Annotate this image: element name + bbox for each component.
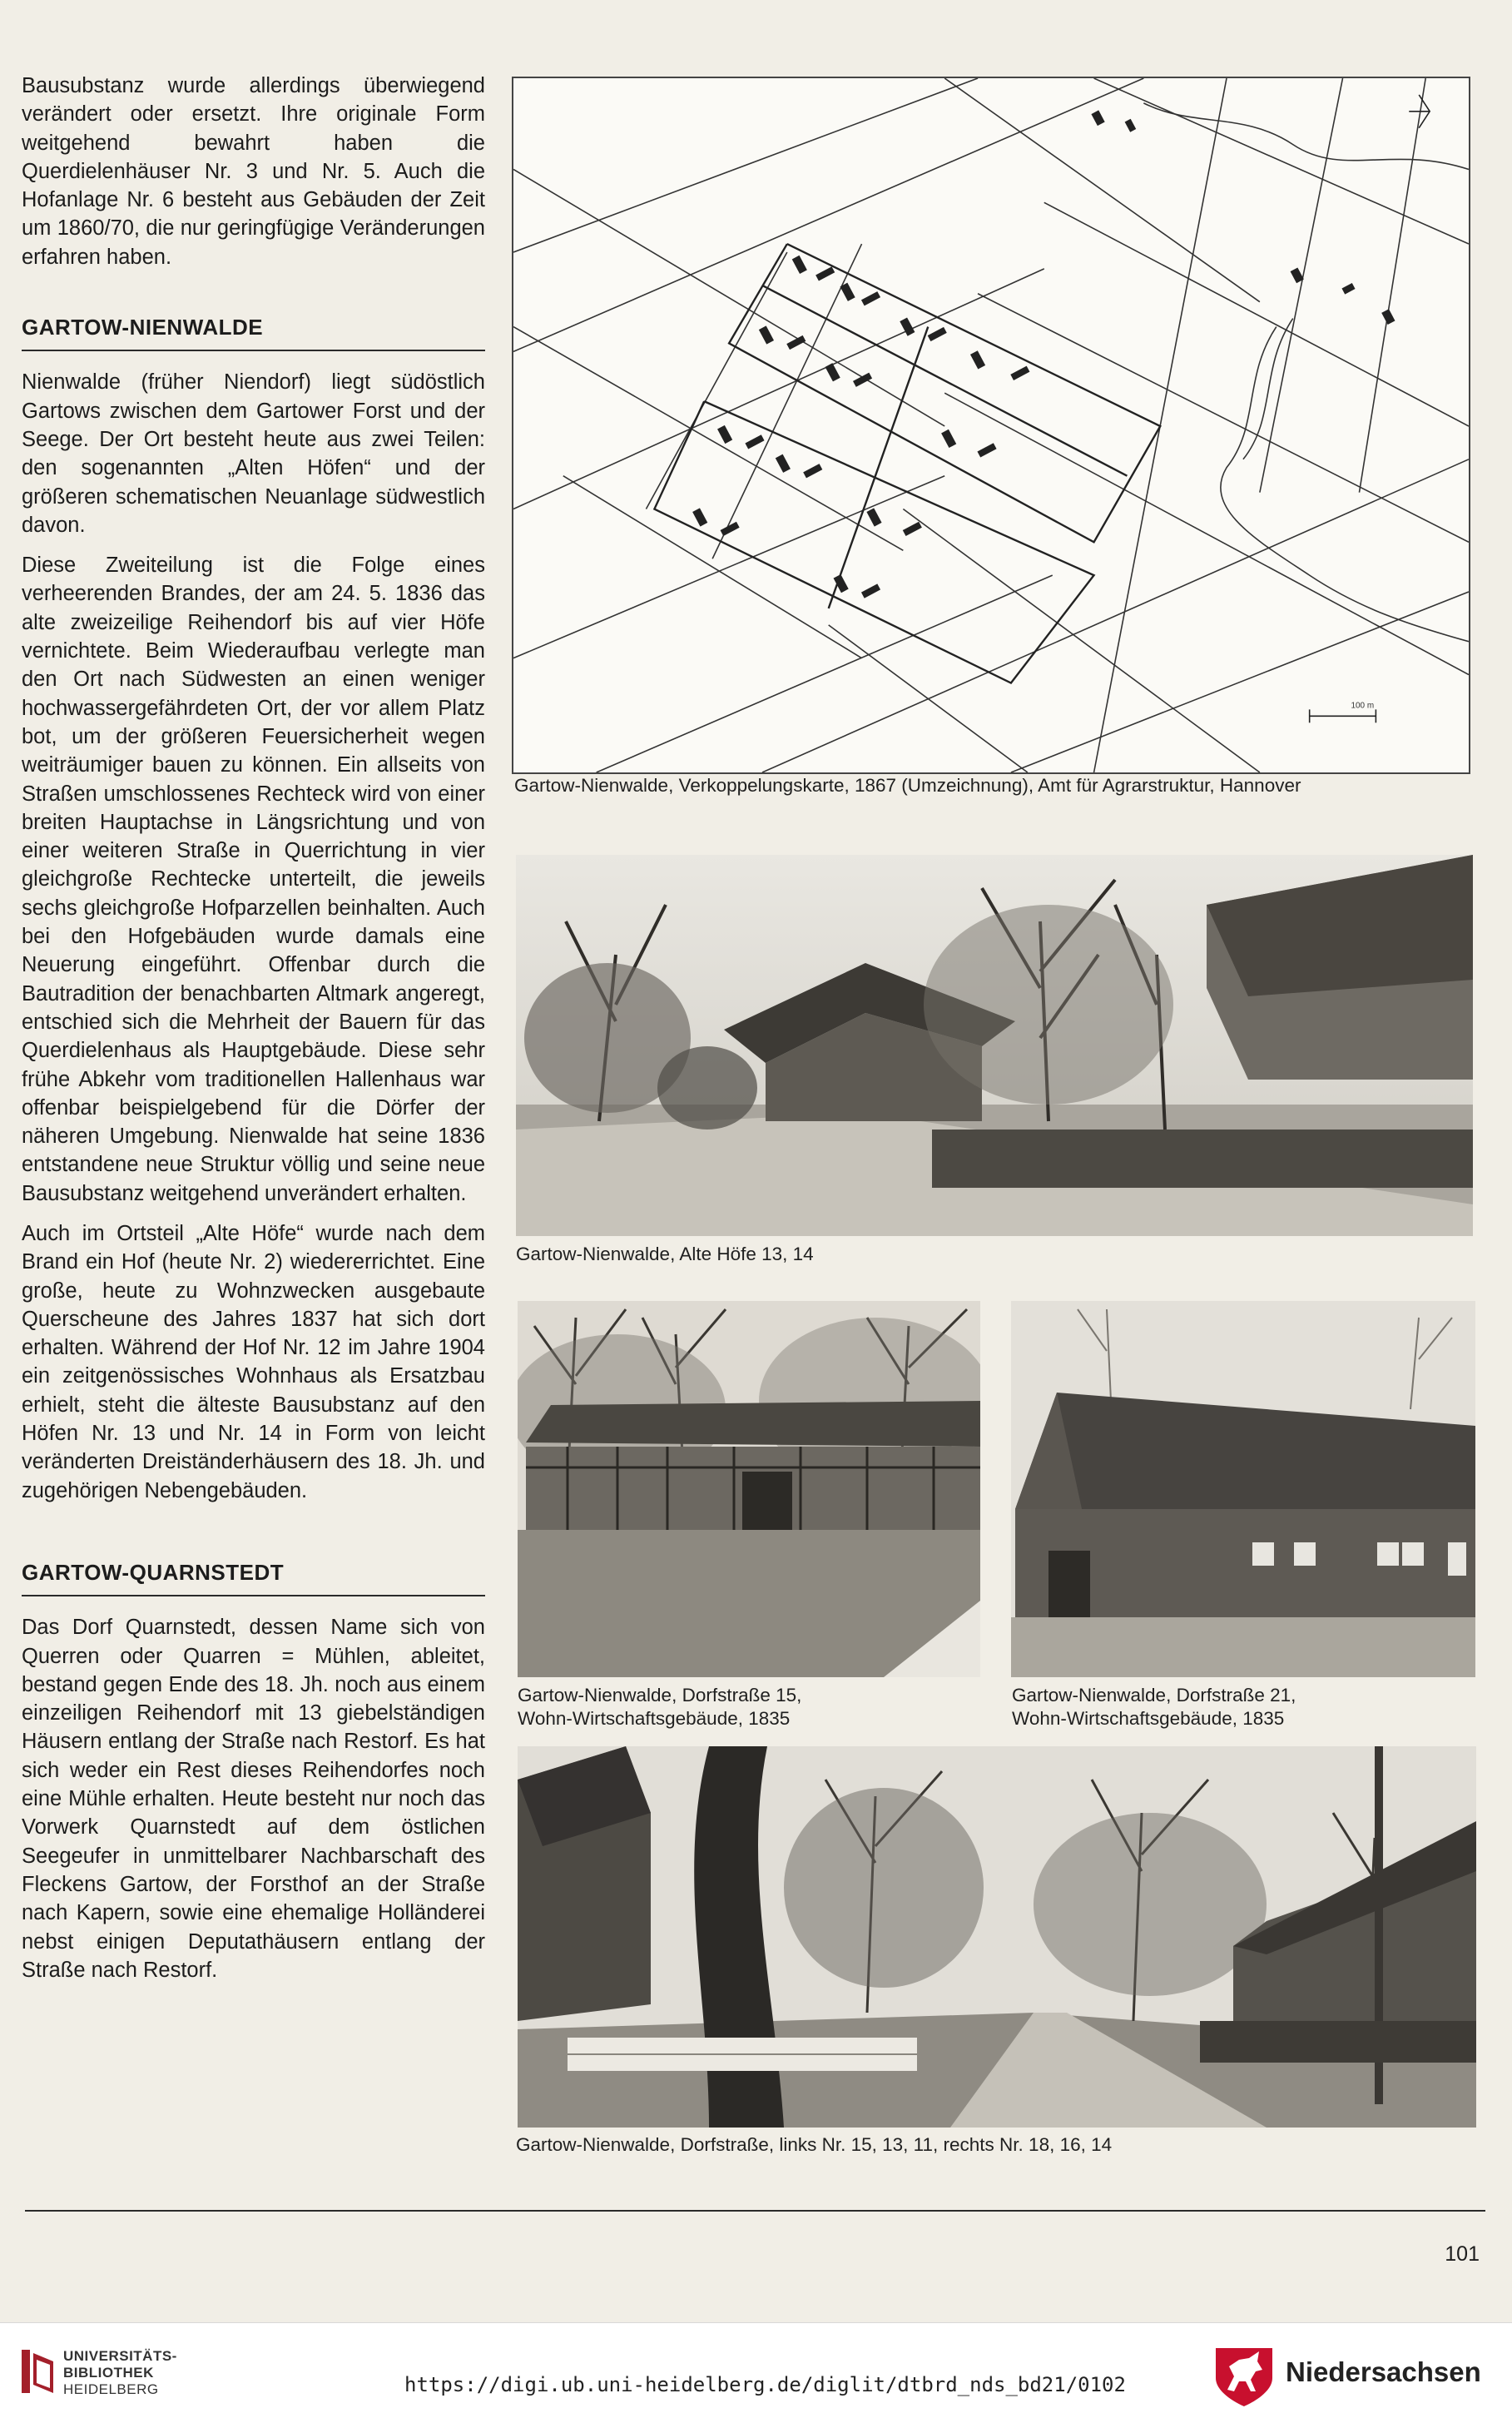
lower-saxony-horse-icon	[1211, 2341, 1277, 2412]
photo2-caption-line2: Wohn-Wirtschaftsgebäude, 1835	[518, 1708, 791, 1729]
page-number: 101	[1445, 2242, 1480, 2266]
university-library-name: UNIVERSITÄTS- BIBLIOTHEK HEIDELBERG	[63, 2348, 177, 2397]
photo-dorfstrasse-street	[518, 1746, 1476, 2128]
map-scale-label: 100 m	[1351, 701, 1375, 711]
page-url-link[interactable]: https://digi.ub.uni-heidelberg.de/diglit/dtbrd_nds_bd21/0102	[404, 2373, 1126, 2396]
section-heading-nienwalde: GARTOW-NIENWALDE	[22, 313, 485, 351]
digitization-footer	[0, 2322, 1512, 2423]
intro-paragraph: Bausubstanz wurde allerdings überwiegend verändert oder ersetzt. Ihre originale Form weitgehend bewahrt haben die Querdielenhäuser Nr. 3 und Nr. 5. Auch die Hofanlage Nr. 6 besteht aus Gebäuden der Zeit um 1860/70, die nur geringfügige Veränderungen erfahren haben.	[22, 74, 485, 269]
photo-dorfstrasse-21	[1011, 1301, 1475, 1677]
village-map	[512, 77, 1470, 774]
nienwalde-paragraph-3: Auch im Ortsteil „Alte Höfe“ wurde nach dem Brand ein Hof (heute Nr. 2) wiedererrichtet. Eine große, heute zu Wohnzwecken ausgebaute Querscheune des Jahres 1837 hat sich dort erhalten. Während der Hof Nr. 12 im Jahre 1904 ein zeitgenössisches Wohnhaus als Ersatzbau erhielt, steht die älteste Bausubstanz auf den Höfen Nr. 13 und Nr. 14 in Form von leicht veränderten Dreiständerhäusern des 18. Jh. und zugehörigen Nebengebäuden.	[22, 1221, 485, 1502]
university-library-logo-icon	[17, 2346, 58, 2401]
photo-alte-hoefe	[516, 855, 1473, 1236]
nienwalde-paragraph-2: Diese Zweiteilung ist die Folge eines verheerenden Brandes, der am 24. 5. 1836 das alte zweizeilige Reihendorf bis auf vier Höfe vernichtete. Beim Wiederaufbau verlegte man den Ort nach Südwesten an einen weniger hochwassergefährdeten Ort, der vor allem Platz bot, um der größeren Feuersicherheit wegen weiträumiger bauen zu können. Ein allseits von Straßen umschlossenes Rechteck wird von einer breiten Hauptachse in Längsrichtung und von einer weiteren Straße in Querrichtung in vier gleichgroße Rechtecke unterteilt, die jeweils sechs gleichgroße Hofparzellen beinhalten. Auch bei den Hofgebäuden wurde damals eine Neuerung eingeführt. Offenbar durch die Bautradition der benachbarten Altmark angeregt, entschied sich die Mehrheit der Bauern für das Querdielenhaus als Hauptgebäude. Diese sehr frühe Abkehr vom traditionellen Hallenhaus war offenbar beispielgebend für die Dörfer der näheren Umgebung. Nienwalde hat seine 1836 entstandene neue Struktur völlig und seine neue Bausubstanz weitgehend unverändert erhalten.	[22, 554, 485, 1205]
photo-dorfstrasse-15	[518, 1301, 980, 1677]
map-caption: Gartow-Nienwalde, Verkoppelungskarte, 1867 (Umzeichnung), Amt für Agrarstruktur, Hannover	[514, 775, 1301, 796]
photo3-caption-line2: Wohn-Wirtschaftsgebäude, 1835	[1012, 1708, 1285, 1729]
quarnstedt-paragraph-1: Das Dorf Quarnstedt, dessen Name sich von Querren oder Quarren = Mühlen, ableitet, bestand gegen Ende des 18. Jh. noch aus einem einzeiligen Reihendorf mit 13 giebelständigen Häusern entlang der Straße nach Restorf. Es hat sich weder ein Rest dieses Reihendorfes noch eine Mühle erhalten. Heute besteht nur noch das Vorwerk Quarnstedt auf dem östlichen Seegeufer in unmittelbarer Nachbarschaft des Fleckens Gartow, der Forsthof an der Straße nach Kapern, sowie eine ehemalige Holländerei nebst einigen Deputathäusern entlang der Straße nach Restorf.	[22, 1616, 485, 1982]
nienwalde-paragraph-1: Nienwalde (früher Niendorf) liegt südöstlich Gartows zwischen dem Gartower Forst und der Seege. Der Ort besteht heute aus zwei Teilen: den sogenannten „Alten Höfen“ und der größeren schematischen Neuanlage südwestlich davon.	[22, 370, 485, 537]
photo3-caption-line1: Gartow-Nienwalde, Dorfstraße 21,	[1012, 1685, 1296, 1706]
left-text-column	[22, 72, 485, 1996]
photo4-caption: Gartow-Nienwalde, Dorfstraße, links Nr. 15, 13, 11, rechts Nr. 18, 16, 14	[516, 2134, 1113, 2155]
lower-saxony-label: Niedersachsen	[1286, 2356, 1481, 2387]
photo2-caption-line1: Gartow-Nienwalde, Dorfstraße 15,	[518, 1685, 802, 1706]
photo1-caption: Gartow-Nienwalde, Alte Höfe 13, 14	[516, 1244, 814, 1264]
section-heading-quarnstedt: GARTOW-QUARNSTEDT	[22, 1558, 485, 1596]
page-bottom-rule	[25, 2210, 1485, 2212]
